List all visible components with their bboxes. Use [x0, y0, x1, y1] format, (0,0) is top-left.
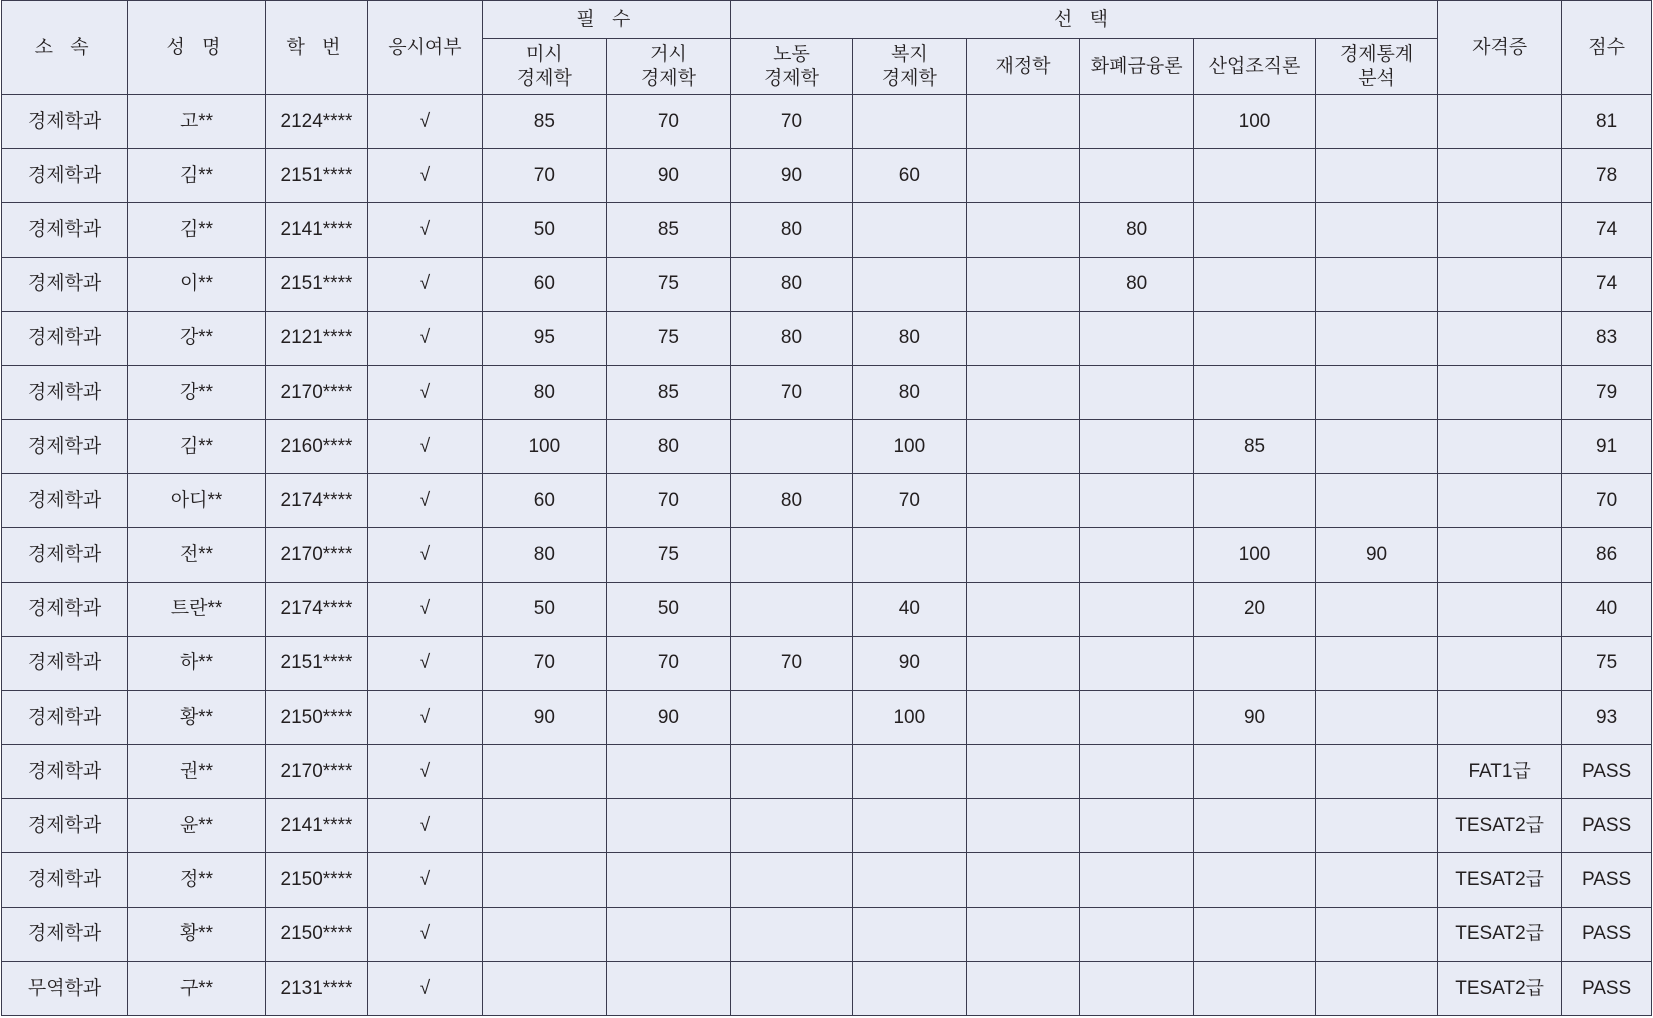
cell-certificate: TESAT2급 — [1438, 961, 1562, 1015]
cell-dept: 경제학과 — [2, 745, 128, 799]
cell-macro: 85 — [606, 365, 730, 419]
cell-public-finance — [966, 474, 1080, 528]
cell-name: 황** — [128, 907, 266, 961]
column-header-econ-statistics: 경제통계 분석 — [1316, 39, 1438, 95]
cell-macro: 90 — [606, 690, 730, 744]
column-header-name: 성 명 — [128, 1, 266, 95]
cell-econ-statistics — [1316, 203, 1438, 257]
cell-micro: 70 — [482, 149, 606, 203]
cell-money-banking — [1080, 853, 1194, 907]
cell-attendance: √ — [368, 907, 483, 961]
cell-attendance: √ — [368, 745, 483, 799]
cell-certificate — [1438, 474, 1562, 528]
cell-certificate: TESAT2급 — [1438, 853, 1562, 907]
cell-money-banking — [1080, 636, 1194, 690]
table-row — [2, 203, 1652, 257]
column-header-certificate: 자격증 — [1438, 1, 1562, 95]
cell-labor: 80 — [730, 257, 852, 311]
column-group-header-elective: 선 택 — [730, 1, 1437, 39]
cell-name: 김** — [128, 149, 266, 203]
cell-industrial-org: 100 — [1194, 528, 1316, 582]
table-row — [2, 961, 1652, 1015]
cell-labor — [730, 690, 852, 744]
cell-score: PASS — [1562, 961, 1652, 1015]
cell-industrial-org: 100 — [1194, 95, 1316, 149]
cell-student-id: 2124**** — [265, 95, 367, 149]
cell-money-banking: 80 — [1080, 257, 1194, 311]
column-header-labor: 노동 경제학 — [730, 39, 852, 95]
cell-industrial-org — [1194, 636, 1316, 690]
cell-labor: 70 — [730, 95, 852, 149]
cell-score: 75 — [1562, 636, 1652, 690]
column-header-public-finance: 재정학 — [966, 39, 1080, 95]
cell-name: 이** — [128, 257, 266, 311]
cell-public-finance — [966, 257, 1080, 311]
cell-name: 정** — [128, 853, 266, 907]
table-row — [2, 257, 1652, 311]
cell-industrial-org — [1194, 203, 1316, 257]
cell-score: 78 — [1562, 149, 1652, 203]
cell-econ-statistics — [1316, 311, 1438, 365]
cell-micro: 50 — [482, 203, 606, 257]
cell-micro — [482, 907, 606, 961]
cell-labor — [730, 420, 852, 474]
cell-econ-statistics — [1316, 907, 1438, 961]
cell-welfare: 90 — [853, 636, 967, 690]
cell-certificate — [1438, 690, 1562, 744]
cell-micro: 80 — [482, 365, 606, 419]
cell-industrial-org — [1194, 907, 1316, 961]
cell-dept: 경제학과 — [2, 799, 128, 853]
cell-industrial-org — [1194, 149, 1316, 203]
column-header-student-id: 학 번 — [265, 1, 367, 95]
cell-student-id: 2121**** — [265, 311, 367, 365]
cell-attendance: √ — [368, 95, 483, 149]
cell-certificate — [1438, 149, 1562, 203]
cell-money-banking: 80 — [1080, 203, 1194, 257]
cell-labor — [730, 799, 852, 853]
cell-welfare: 40 — [853, 582, 967, 636]
cell-econ-statistics — [1316, 257, 1438, 311]
cell-attendance: √ — [368, 690, 483, 744]
cell-name: 황** — [128, 690, 266, 744]
cell-certificate — [1438, 365, 1562, 419]
cell-money-banking — [1080, 365, 1194, 419]
cell-public-finance — [966, 690, 1080, 744]
cell-industrial-org — [1194, 365, 1316, 419]
cell-public-finance — [966, 636, 1080, 690]
cell-name: 권** — [128, 745, 266, 799]
cell-welfare — [853, 203, 967, 257]
table-body — [2, 95, 1652, 1016]
cell-money-banking — [1080, 311, 1194, 365]
cell-industrial-org — [1194, 745, 1316, 799]
cell-name: 강** — [128, 311, 266, 365]
cell-micro — [482, 853, 606, 907]
cell-labor: 90 — [730, 149, 852, 203]
cell-money-banking — [1080, 582, 1194, 636]
cell-macro: 75 — [606, 311, 730, 365]
cell-econ-statistics — [1316, 853, 1438, 907]
table-row — [2, 745, 1652, 799]
table-row — [2, 636, 1652, 690]
cell-econ-statistics — [1316, 582, 1438, 636]
cell-dept: 무역학과 — [2, 961, 128, 1015]
cell-attendance: √ — [368, 799, 483, 853]
column-header-micro: 미시 경제학 — [482, 39, 606, 95]
cell-econ-statistics — [1316, 95, 1438, 149]
cell-macro — [606, 961, 730, 1015]
column-header-macro: 거시 경제학 — [606, 39, 730, 95]
cell-dept: 경제학과 — [2, 582, 128, 636]
cell-money-banking — [1080, 95, 1194, 149]
cell-micro: 60 — [482, 474, 606, 528]
cell-macro — [606, 745, 730, 799]
column-header-money-banking: 화폐금융론 — [1080, 39, 1194, 95]
cell-public-finance — [966, 799, 1080, 853]
cell-labor: 70 — [730, 636, 852, 690]
cell-welfare — [853, 528, 967, 582]
cell-public-finance — [966, 961, 1080, 1015]
cell-micro: 60 — [482, 257, 606, 311]
cell-micro — [482, 961, 606, 1015]
cell-welfare — [853, 257, 967, 311]
cell-labor: 70 — [730, 365, 852, 419]
cell-name: 구** — [128, 961, 266, 1015]
cell-industrial-org — [1194, 853, 1316, 907]
cell-score: 40 — [1562, 582, 1652, 636]
cell-econ-statistics — [1316, 149, 1438, 203]
cell-name: 윤** — [128, 799, 266, 853]
column-header-industrial-org: 산업조직론 — [1194, 39, 1316, 95]
cell-econ-statistics — [1316, 961, 1438, 1015]
cell-attendance: √ — [368, 636, 483, 690]
cell-public-finance — [966, 95, 1080, 149]
cell-attendance: √ — [368, 474, 483, 528]
table-row — [2, 907, 1652, 961]
cell-attendance: √ — [368, 257, 483, 311]
cell-student-id: 2170**** — [265, 365, 367, 419]
cell-labor: 80 — [730, 311, 852, 365]
cell-dept: 경제학과 — [2, 528, 128, 582]
cell-industrial-org — [1194, 474, 1316, 528]
cell-micro — [482, 799, 606, 853]
cell-score: 74 — [1562, 257, 1652, 311]
cell-public-finance — [966, 582, 1080, 636]
column-header-dept: 소 속 — [2, 1, 128, 95]
cell-industrial-org — [1194, 961, 1316, 1015]
table-header — [2, 1, 1652, 95]
grade-table — [1, 0, 1652, 1016]
cell-money-banking — [1080, 690, 1194, 744]
cell-macro: 50 — [606, 582, 730, 636]
cell-econ-statistics — [1316, 474, 1438, 528]
cell-labor — [730, 745, 852, 799]
cell-score: PASS — [1562, 745, 1652, 799]
cell-certificate — [1438, 257, 1562, 311]
cell-student-id: 2174**** — [265, 474, 367, 528]
cell-money-banking — [1080, 799, 1194, 853]
cell-industrial-org — [1194, 257, 1316, 311]
cell-student-id: 2141**** — [265, 203, 367, 257]
cell-industrial-org: 90 — [1194, 690, 1316, 744]
cell-public-finance — [966, 149, 1080, 203]
cell-dept: 경제학과 — [2, 690, 128, 744]
column-header-attendance: 응시여부 — [368, 1, 483, 95]
cell-industrial-org: 85 — [1194, 420, 1316, 474]
cell-dept: 경제학과 — [2, 420, 128, 474]
cell-welfare: 80 — [853, 365, 967, 419]
table-row — [2, 365, 1652, 419]
cell-name: 하** — [128, 636, 266, 690]
table-row — [2, 528, 1652, 582]
cell-dept: 경제학과 — [2, 311, 128, 365]
cell-certificate: TESAT2급 — [1438, 907, 1562, 961]
cell-labor: 80 — [730, 474, 852, 528]
cell-money-banking — [1080, 745, 1194, 799]
cell-macro: 75 — [606, 257, 730, 311]
cell-name: 김** — [128, 203, 266, 257]
cell-attendance: √ — [368, 582, 483, 636]
cell-micro: 85 — [482, 95, 606, 149]
cell-public-finance — [966, 745, 1080, 799]
column-group-header-required: 필 수 — [482, 1, 730, 39]
cell-student-id: 2151**** — [265, 257, 367, 311]
cell-name: 아디** — [128, 474, 266, 528]
cell-labor — [730, 907, 852, 961]
cell-public-finance — [966, 528, 1080, 582]
cell-money-banking — [1080, 961, 1194, 1015]
cell-public-finance — [966, 203, 1080, 257]
table-row — [2, 311, 1652, 365]
cell-micro: 95 — [482, 311, 606, 365]
cell-macro — [606, 799, 730, 853]
cell-student-id: 2151**** — [265, 149, 367, 203]
cell-macro: 75 — [606, 528, 730, 582]
cell-public-finance — [966, 853, 1080, 907]
cell-micro: 100 — [482, 420, 606, 474]
cell-certificate — [1438, 528, 1562, 582]
cell-macro: 80 — [606, 420, 730, 474]
cell-student-id: 2170**** — [265, 528, 367, 582]
cell-student-id: 2150**** — [265, 690, 367, 744]
cell-welfare — [853, 745, 967, 799]
cell-welfare: 100 — [853, 690, 967, 744]
cell-econ-statistics — [1316, 745, 1438, 799]
cell-score: PASS — [1562, 799, 1652, 853]
cell-score: 91 — [1562, 420, 1652, 474]
cell-name: 김** — [128, 420, 266, 474]
cell-welfare — [853, 907, 967, 961]
cell-labor: 80 — [730, 203, 852, 257]
cell-welfare: 70 — [853, 474, 967, 528]
cell-macro: 70 — [606, 95, 730, 149]
cell-public-finance — [966, 420, 1080, 474]
cell-micro: 90 — [482, 690, 606, 744]
header-row-top — [2, 1, 1652, 39]
cell-welfare — [853, 853, 967, 907]
cell-student-id: 2174**** — [265, 582, 367, 636]
cell-attendance: √ — [368, 311, 483, 365]
cell-certificate — [1438, 311, 1562, 365]
table-row — [2, 582, 1652, 636]
cell-micro: 70 — [482, 636, 606, 690]
cell-student-id: 2131**** — [265, 961, 367, 1015]
cell-name: 고** — [128, 95, 266, 149]
table-row — [2, 149, 1652, 203]
cell-welfare: 60 — [853, 149, 967, 203]
cell-econ-statistics — [1316, 636, 1438, 690]
cell-student-id: 2160**** — [265, 420, 367, 474]
cell-name: 강** — [128, 365, 266, 419]
table-row — [2, 474, 1652, 528]
cell-econ-statistics — [1316, 690, 1438, 744]
cell-certificate — [1438, 95, 1562, 149]
cell-money-banking — [1080, 474, 1194, 528]
cell-micro: 80 — [482, 528, 606, 582]
cell-attendance: √ — [368, 961, 483, 1015]
cell-money-banking — [1080, 149, 1194, 203]
cell-econ-statistics: 90 — [1316, 528, 1438, 582]
cell-score: 74 — [1562, 203, 1652, 257]
cell-welfare — [853, 961, 967, 1015]
cell-macro — [606, 853, 730, 907]
cell-dept: 경제학과 — [2, 149, 128, 203]
cell-dept: 경제학과 — [2, 257, 128, 311]
cell-money-banking — [1080, 907, 1194, 961]
cell-dept: 경제학과 — [2, 95, 128, 149]
cell-score: 83 — [1562, 311, 1652, 365]
cell-certificate — [1438, 420, 1562, 474]
cell-welfare — [853, 95, 967, 149]
cell-student-id: 2141**** — [265, 799, 367, 853]
cell-score: PASS — [1562, 853, 1652, 907]
cell-attendance: √ — [368, 420, 483, 474]
cell-certificate: TESAT2급 — [1438, 799, 1562, 853]
cell-money-banking — [1080, 528, 1194, 582]
cell-econ-statistics — [1316, 420, 1438, 474]
cell-dept: 경제학과 — [2, 365, 128, 419]
cell-score: PASS — [1562, 907, 1652, 961]
cell-dept: 경제학과 — [2, 203, 128, 257]
table-row — [2, 853, 1652, 907]
cell-industrial-org — [1194, 311, 1316, 365]
cell-micro: 50 — [482, 582, 606, 636]
cell-welfare: 80 — [853, 311, 967, 365]
cell-student-id: 2150**** — [265, 853, 367, 907]
cell-certificate — [1438, 582, 1562, 636]
cell-labor — [730, 528, 852, 582]
cell-micro — [482, 745, 606, 799]
cell-attendance: √ — [368, 528, 483, 582]
cell-attendance: √ — [368, 149, 483, 203]
cell-dept: 경제학과 — [2, 907, 128, 961]
cell-public-finance — [966, 907, 1080, 961]
cell-student-id: 2151**** — [265, 636, 367, 690]
table-row — [2, 420, 1652, 474]
cell-public-finance — [966, 365, 1080, 419]
cell-certificate: FAT1급 — [1438, 745, 1562, 799]
cell-name: 트란** — [128, 582, 266, 636]
cell-labor — [730, 853, 852, 907]
cell-certificate — [1438, 636, 1562, 690]
cell-macro: 70 — [606, 474, 730, 528]
cell-attendance: √ — [368, 853, 483, 907]
table-row — [2, 95, 1652, 149]
cell-student-id: 2150**** — [265, 907, 367, 961]
cell-score: 79 — [1562, 365, 1652, 419]
cell-welfare: 100 — [853, 420, 967, 474]
cell-labor — [730, 961, 852, 1015]
cell-dept: 경제학과 — [2, 853, 128, 907]
cell-macro: 90 — [606, 149, 730, 203]
cell-dept: 경제학과 — [2, 636, 128, 690]
cell-attendance: √ — [368, 365, 483, 419]
cell-welfare — [853, 799, 967, 853]
cell-name: 전** — [128, 528, 266, 582]
cell-industrial-org — [1194, 799, 1316, 853]
table-row — [2, 690, 1652, 744]
cell-macro: 70 — [606, 636, 730, 690]
cell-dept: 경제학과 — [2, 474, 128, 528]
cell-score: 93 — [1562, 690, 1652, 744]
cell-student-id: 2170**** — [265, 745, 367, 799]
cell-score: 81 — [1562, 95, 1652, 149]
cell-attendance: √ — [368, 203, 483, 257]
column-header-score: 점수 — [1562, 1, 1652, 95]
cell-score: 70 — [1562, 474, 1652, 528]
cell-certificate — [1438, 203, 1562, 257]
table-row — [2, 799, 1652, 853]
cell-public-finance — [966, 311, 1080, 365]
cell-money-banking — [1080, 420, 1194, 474]
cell-labor — [730, 582, 852, 636]
column-header-welfare: 복지 경제학 — [853, 39, 967, 95]
cell-macro — [606, 907, 730, 961]
cell-industrial-org: 20 — [1194, 582, 1316, 636]
cell-macro: 85 — [606, 203, 730, 257]
cell-econ-statistics — [1316, 799, 1438, 853]
cell-score: 86 — [1562, 528, 1652, 582]
cell-econ-statistics — [1316, 365, 1438, 419]
